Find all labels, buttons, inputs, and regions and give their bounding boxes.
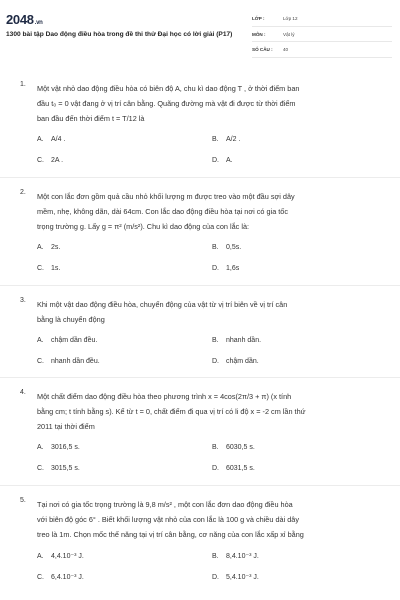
option-text: chậm dần. (226, 358, 259, 365)
question-item (0, 378, 400, 486)
option-letter: B. (212, 553, 219, 560)
meta-row-count (252, 45, 392, 58)
meta-table (252, 14, 392, 61)
option-a[interactable] (37, 337, 97, 344)
option-b[interactable] (212, 444, 255, 451)
option-letter: C. (37, 574, 44, 581)
option-letter: A. (37, 136, 44, 143)
option-d[interactable] (212, 265, 239, 272)
option-text: 2A . (51, 157, 64, 164)
question-line: 2011 tại thời điểm (37, 422, 95, 431)
meta-value: Lớp 12 (283, 16, 298, 21)
question-line: Tại nơi có gia tốc trọng trường là 9,8 m/s² , một con lắc đơn dao động điều hòa (37, 500, 293, 509)
option-letter: D. (212, 465, 219, 472)
option-text: 1,6s (226, 265, 240, 272)
option-letter: C. (37, 265, 44, 272)
meta-row-subject (252, 30, 392, 43)
option-letter: D. (212, 265, 219, 272)
option-letter: A. (37, 337, 44, 344)
option-text: nhanh dần đều. (51, 358, 100, 365)
option-letter: D. (212, 358, 219, 365)
question-line: với biên độ góc 6° . Biết khối lượng vật nhỏ của con lắc là 100 g và chiều dài dây (37, 515, 299, 524)
option-text: 4,4.10⁻³ J. (51, 553, 84, 560)
meta-value: 40 (283, 47, 289, 52)
question-number: 3. (20, 297, 26, 304)
logo-text: 2048 (6, 12, 34, 27)
option-text: 6031,5 s. (226, 465, 255, 472)
option-text: 5,4.10⁻³ J. (226, 574, 259, 581)
option-a[interactable] (37, 444, 80, 451)
meta-label: LỚP : (252, 16, 265, 21)
option-letter: D. (212, 574, 219, 581)
question-line: mềm, nhẹ, không dãn, dài 64cm. Con lắc dao động điều hòa tại nơi có gia tốc (37, 207, 289, 216)
option-b[interactable] (212, 552, 259, 560)
question-item (0, 178, 400, 286)
option-b[interactable] (212, 337, 261, 344)
option-text: 3016,5 s. (51, 444, 80, 451)
option-letter: A. (37, 244, 44, 251)
option-text: chậm dần đều. (51, 337, 98, 344)
question-line: đầu t₀ = 0 vật đang ở vị trí cân bằng. Quãng đường mà vật đi được từ thời điểm (37, 99, 296, 108)
question-line: treo là 1m. Chọn mốc thế năng tại vị trí cân bằng, cơ năng của con lắc xấp xỉ bằng (37, 530, 304, 539)
option-letter: A. (37, 553, 44, 560)
question-line: trọng trường g. Lấy g = π² (m/s²). Chu kì dao động của con lắc là: (37, 222, 250, 231)
option-text: 0,5s. (226, 244, 242, 251)
option-d[interactable] (212, 465, 255, 472)
document-header (0, 0, 400, 66)
logo-suffix: .vn (34, 20, 43, 26)
option-text: 2s. (51, 244, 61, 251)
question-text (37, 286, 387, 327)
meta-label: SỐ CÂU : (252, 47, 273, 52)
option-text: A. (226, 157, 233, 164)
option-letter: D. (212, 157, 219, 164)
question-number: 2. (20, 189, 26, 196)
question-line: ban đầu đến thời điểm t = T/12 là (37, 114, 145, 123)
option-text: 1s. (51, 265, 61, 272)
option-c[interactable] (37, 465, 80, 472)
question-text (37, 70, 387, 126)
option-c[interactable] (37, 358, 100, 365)
option-text: 6,4.10⁻³ J. (51, 574, 84, 581)
option-text: 3015,5 s. (51, 465, 80, 472)
option-letter: A. (37, 444, 44, 451)
option-letter: B. (212, 136, 219, 143)
question-number: 1. (20, 81, 26, 88)
question-text (37, 486, 387, 542)
option-a[interactable] (37, 552, 84, 560)
option-text: nhanh dần. (226, 337, 262, 344)
question-line: bằng là chuyển động (37, 315, 105, 324)
question-text (37, 178, 387, 234)
option-d[interactable] (212, 358, 259, 365)
option-letter: B. (212, 444, 219, 451)
question-list (0, 70, 400, 598)
site-logo[interactable] (6, 12, 43, 27)
meta-label: MÔN : (252, 31, 266, 37)
option-letter: B. (212, 244, 219, 251)
option-c[interactable] (37, 573, 84, 581)
document-title: 1300 bài tập Dao động điều hòa trong đề thi thử Đại học có lời giải (P17) (6, 31, 233, 38)
option-text: A/4 . (51, 136, 66, 143)
option-text: A/2 . (226, 136, 241, 143)
question-line: Một chất điểm dao động điều hòa theo phương trình x = 4cos(2π/3 + π) (x tính (37, 392, 292, 401)
option-letter: C. (37, 465, 44, 472)
option-b[interactable] (212, 244, 241, 251)
option-c[interactable] (37, 157, 63, 164)
question-line: Khi một vật dao động điều hòa, chuyển động của vật từ vị trí biên về vị trí cân (37, 300, 288, 309)
meta-row-class (252, 14, 392, 27)
question-item (0, 70, 400, 178)
option-c[interactable] (37, 265, 60, 272)
question-number: 5. (20, 497, 26, 504)
question-item (0, 486, 400, 598)
question-item (0, 286, 400, 378)
option-text: 8,4.10⁻³ J. (226, 553, 259, 560)
option-d[interactable] (212, 157, 233, 164)
question-number: 4. (20, 389, 26, 396)
question-text (37, 378, 387, 434)
option-a[interactable] (37, 136, 65, 143)
question-line: bằng cm; t tính bằng s). Kể từ t = 0, chất điểm đi qua vị trí có li độ x = -2 cm lần thứ (37, 407, 306, 416)
option-d[interactable] (212, 573, 259, 581)
question-line: Một vật nhỏ dao động điều hòa có biên độ A, chu kì dao động T , ở thời điểm ban (37, 84, 300, 93)
option-letter: C. (37, 358, 44, 365)
option-letter: B. (212, 337, 219, 344)
question-line: Một con lắc đơn gồm quả cầu nhỏ khối lượng m được treo vào một đầu sợi dây (37, 192, 295, 201)
option-a[interactable] (37, 244, 60, 251)
option-text: 6030,5 s. (226, 444, 255, 451)
option-b[interactable] (212, 136, 240, 143)
meta-value: Vật lý (283, 31, 295, 37)
option-letter: C. (37, 157, 44, 164)
